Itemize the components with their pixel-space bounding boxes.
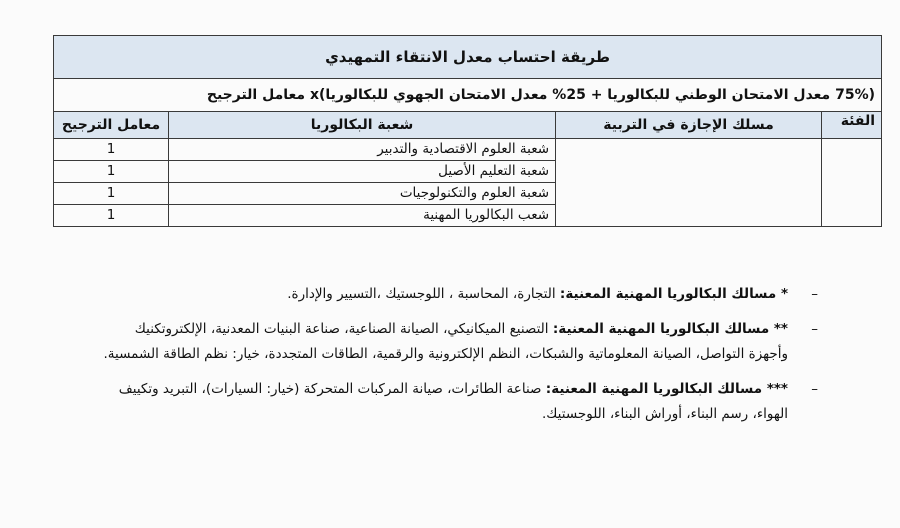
header-category: الفئة — [822, 112, 882, 139]
note-dash: – — [811, 321, 818, 337]
branch-cell: شعب البكالوريا المهنية — [169, 205, 556, 227]
coefficient-cell: 1 — [54, 139, 169, 161]
header-track: مسلك الإجازة في التربية — [556, 112, 822, 139]
note-item — [98, 282, 818, 307]
track-cell — [556, 139, 822, 227]
note-item — [98, 317, 818, 367]
note-item — [98, 377, 818, 427]
header-branch: شعبة البكالوريا — [169, 112, 556, 139]
note-lead: ** مسالك البكالوريا المهنية المعنية: — [552, 321, 788, 337]
selection-average-table — [53, 35, 882, 227]
table-title: طريقة احتساب معدل الانتقاء التمهيدي — [54, 36, 882, 79]
formula-text: (75% معدل الامتحان الوطني للبكالوريا + 25% معدل الامتحان الجهوي للبكالوريا)x معامل الترجيح — [54, 79, 882, 112]
note-text: التصنيع الميكانيكي، الصيانة الصناعية، صناعة البنيات المعدنية، الإلكتروتكنيك وأجهزة التواصل، الصيانة المعلوماتية والشبكات، النظم الإلكترونية والرقمية، الطاقات المتجددة، خيار: نظم الطاقة الشمسية. — [103, 321, 788, 362]
note-dash: – — [811, 286, 818, 302]
coefficient-cell: 1 — [54, 205, 169, 227]
table-title-row — [54, 36, 882, 79]
table-header-row — [54, 112, 882, 139]
header-coefficient: معامل الترجيح — [54, 112, 169, 139]
branch-cell: شعبة العلوم والتكنولوجيات — [169, 183, 556, 205]
coefficient-cell: 1 — [54, 183, 169, 205]
coefficient-cell: 1 — [54, 161, 169, 183]
note-lead: *** مسالك البكالوريا المهنية المعنية: — [545, 381, 788, 397]
branch-cell: شعبة العلوم الاقتصادية والتدبير — [169, 139, 556, 161]
note-text: صناعة الطائرات، صيانة المركبات المتحركة (خيار: السيارات)، التبريد وتكييف الهواء، رسم البناء، أوراش البناء، اللوجستيك. — [118, 381, 788, 422]
branch-cell: شعبة التعليم الأصيل — [169, 161, 556, 183]
note-dash: – — [811, 381, 818, 397]
table-row — [54, 139, 882, 161]
category-cell — [822, 139, 882, 227]
notes-list — [98, 282, 818, 437]
note-lead: * مسالك البكالوريا المهنية المعنية: — [559, 286, 788, 302]
note-text: التجارة، المحاسبة ، اللوجستيك ،التسيير والإدارة. — [287, 286, 556, 302]
formula-row — [54, 79, 882, 112]
